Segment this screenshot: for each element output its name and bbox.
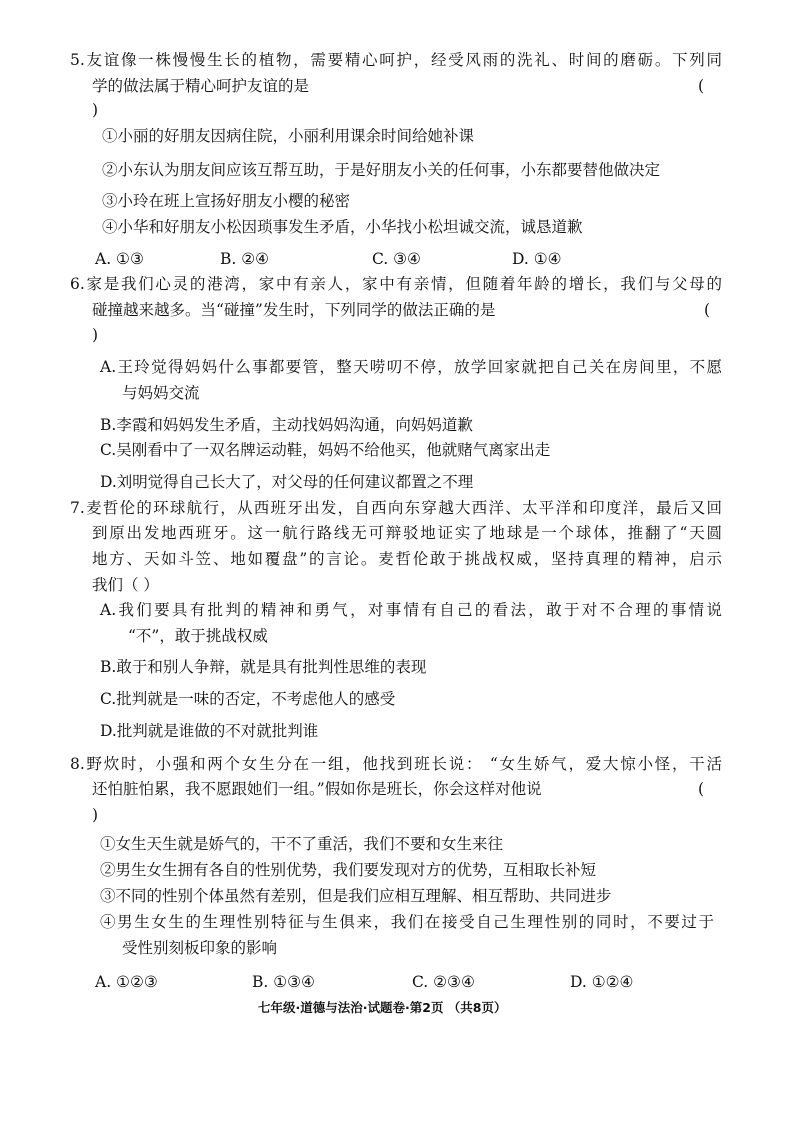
question-number: 7. <box>70 499 85 517</box>
question-number: 6. <box>70 275 85 293</box>
question-stem-text: 麦哲伦的环球航行，从西班牙出发，自西向东穿越大西洋、太平洋和印度洋，最后又回 <box>84 499 722 517</box>
page-footer: 七年级·道德与法治·试题卷·第2页 （共8页） <box>258 1000 507 1015</box>
option-b: B. ②④ <box>220 250 270 268</box>
question-7-stem-line4: 我们（ ） <box>92 576 159 594</box>
question-7-stem-line3: 地方、天如斗笠、地如覆盘”的言论。麦哲伦敢于挑战权威，坚持真理的精神，启示 <box>92 550 722 568</box>
question-number: 8. <box>70 755 85 773</box>
question-stem-text: 友谊像一株慢慢生长的植物，需要精心呵护，经受风雨的洗礼、时间的磨砺。下列同 <box>84 51 722 69</box>
question-5-stem-line1 <box>70 50 722 70</box>
statement: ①小丽的好朋友因病住院，小丽利用课余时间给她补课 <box>102 127 475 145</box>
choice-a-line2: 与妈妈交流 <box>122 384 200 402</box>
option-d: D. ①④ <box>512 250 562 268</box>
answer-paren-open: ( <box>698 77 705 95</box>
question-stem-text: 野炊时，小强和两个女生分在一组，他找到班长说： “女生娇气，爱大惊小怪，干活 <box>84 755 722 773</box>
choice-a-line1: A.王玲觉得妈妈什么事都要管，整天唠叨不停，放学回家就把自己关在房间里，不愿 <box>100 358 722 376</box>
option-a: A. ①②③ <box>95 973 158 991</box>
statement-continuation: 受性别刻板印象的影响 <box>122 939 278 957</box>
statement: ④小华和好朋友小松因琐事发生矛盾，小华找小松坦诚交流，诚恳道歉 <box>102 218 583 236</box>
statement: ③不同的性别个体虽然有差别，但是我们应相互理解、相互帮助、共同进步 <box>100 887 612 905</box>
choice-a-line1: A.我们要具有批判的精神和勇气，对事情有自己的看法，敢于对不合理的事情说 <box>100 601 722 619</box>
statement: ①女生天生就是娇气的，干不了重活，我们不要和女生来往 <box>100 835 504 853</box>
answer-paren-close: ) <box>92 101 99 119</box>
option-b: B. ①③④ <box>252 973 315 991</box>
answer-paren-open: ( <box>704 301 711 319</box>
statement: ②小东认为朋友间应该互帮互助，于是好朋友小关的任何事，小东都要替他做决定 <box>102 161 661 179</box>
question-7-stem-line1 <box>70 498 722 518</box>
choice-c: C.批判就是一味的否定，不考虑他人的感受 <box>100 690 396 708</box>
statement: ④男生女生的生理性别特征与生俱来，我们在接受自己生理性别的同时，不要过于 <box>100 913 714 931</box>
question-7-stem-line2: 到原出发地西班牙。这一航行路线无可辩驳地证实了地球是一个球体，推翻了“天圆 <box>92 524 722 542</box>
option-d: D. ①②④ <box>570 973 634 991</box>
question-8-stem-line1 <box>70 754 722 774</box>
question-6-stem-line2: 碰撞越来越多。当“碰撞”发生时，下列同学的做法正确的是 <box>92 301 496 319</box>
statement: ②男生女生拥有各自的性别优势，我们要发现对方的优势，互相取长补短 <box>100 861 597 879</box>
question-number: 5. <box>70 51 85 69</box>
choice-d: D.批判就是谁做的不对就批判谁 <box>100 722 319 740</box>
answer-paren-close: ) <box>92 326 99 344</box>
question-8-stem-line2: 还怕脏怕累，我不愿跟她们一组。”假如你是班长，你会这样对他说 <box>92 780 542 798</box>
option-a: A. ①③ <box>95 250 144 268</box>
question-5-stem-line2: 学的做法属于精心呵护友谊的是 <box>92 77 310 95</box>
choice-b: B.李霞和妈妈发生矛盾，主动找妈妈沟通，向妈妈道歉 <box>100 416 473 434</box>
option-c: C. ③④ <box>372 250 421 268</box>
option-c: C. ②③④ <box>412 973 475 991</box>
choice-b: B.敢于和别人争辩，就是具有批判性思维的表现 <box>100 658 427 676</box>
question-stem-text: 家是我们心灵的港湾，家中有亲人，家中有亲情，但随着年龄的增长，我们与父母的 <box>84 275 722 293</box>
choice-c: C.吴刚看中了一双名牌运动鞋，妈妈不给他买，他就赌气离家出走 <box>100 441 551 459</box>
choice-d: D.刘明觉得自己长大了，对父母的任何建议都置之不理 <box>100 473 474 491</box>
choice-a-line2: “不”，敢于挑战权威 <box>128 627 268 645</box>
statement: ③小玲在班上宣扬好朋友小樱的秘密 <box>102 192 351 210</box>
question-6-stem-line1 <box>70 274 722 294</box>
answer-paren-open: ( <box>698 780 705 798</box>
answer-paren-close: ) <box>92 806 99 824</box>
